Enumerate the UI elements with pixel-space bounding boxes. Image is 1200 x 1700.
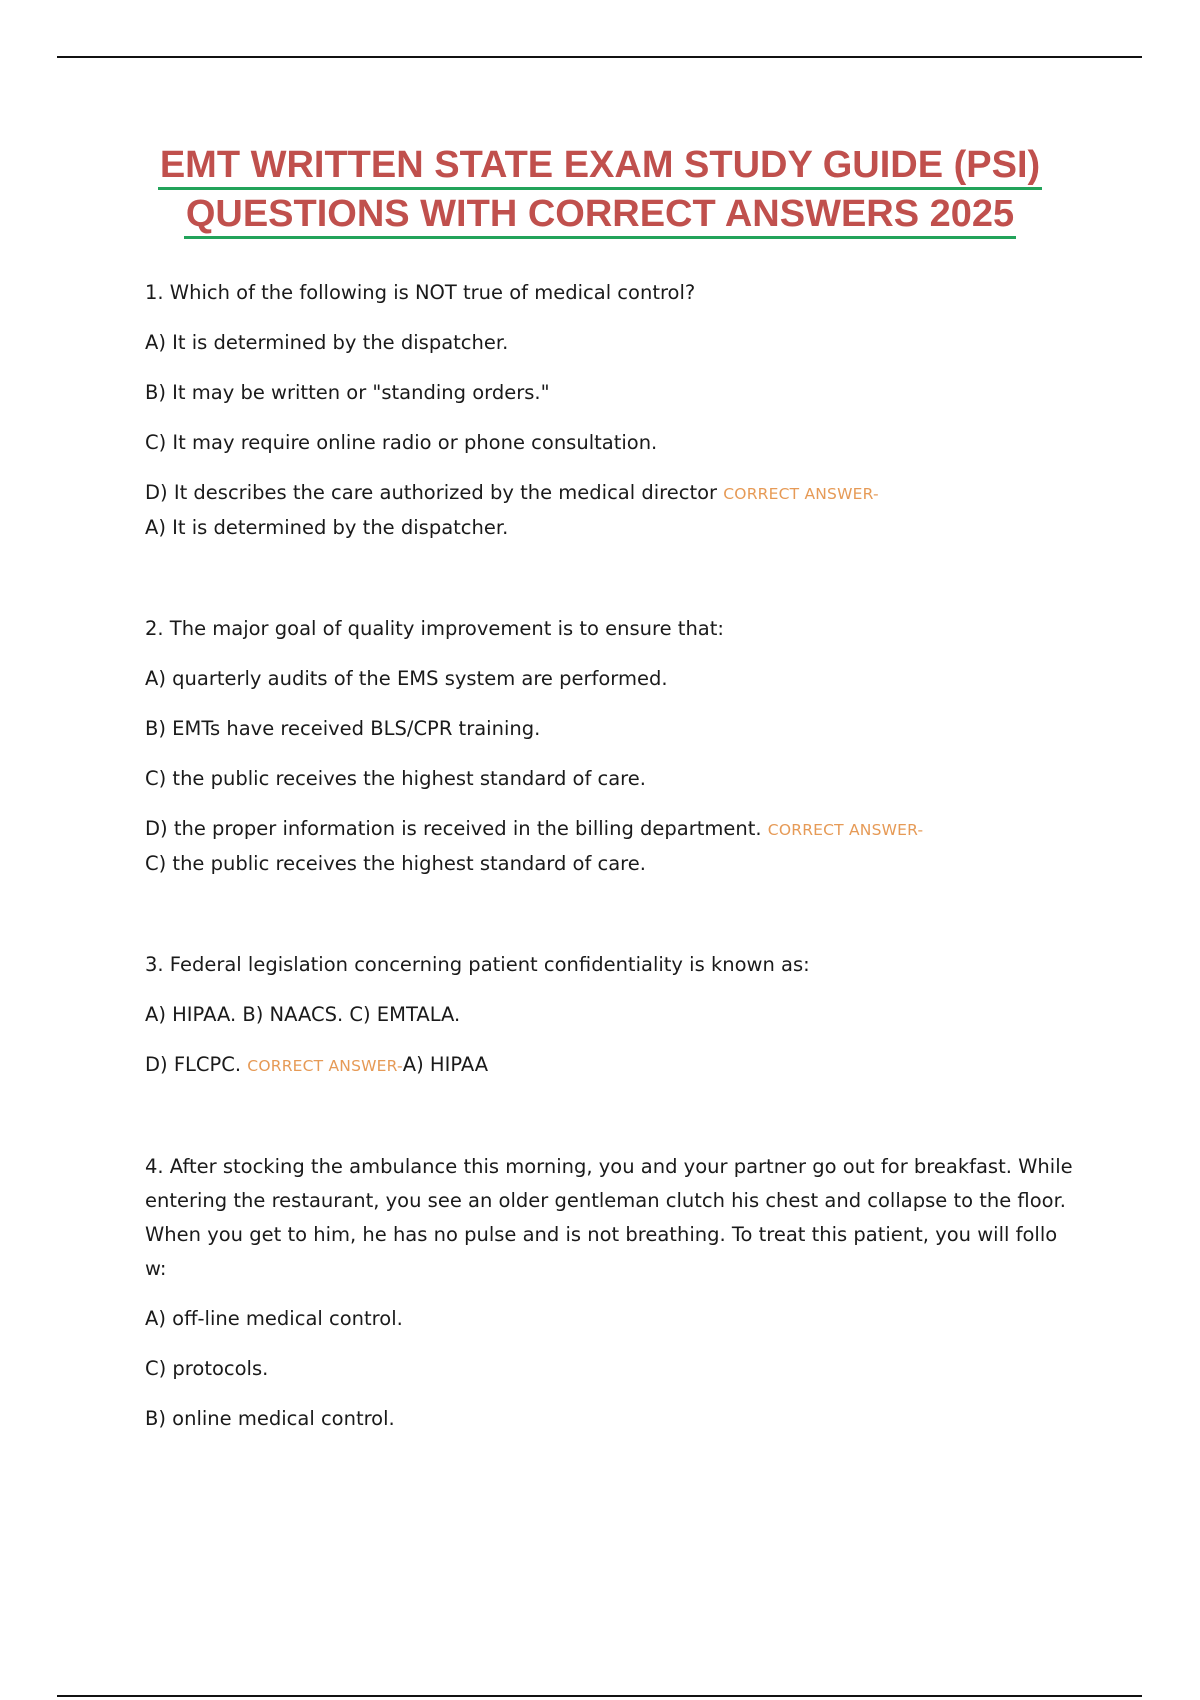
document-title xyxy=(0,143,1200,241)
question-text: 4. After stocking the ambulance this morning, you and your partner go out for breakfast. While entering the restaurant, you see an older gentleman clutch his chest and collapse to the floor. When you get to him, he has no pulse and is not breathing. To treat this patient, you will follow: xyxy=(145,1155,1073,1280)
option-d-line: D) the proper information is received in the billing department. CORRECT ANSWER- xyxy=(145,817,924,840)
option-c: C) protocols. xyxy=(145,1357,269,1380)
question-list xyxy=(145,276,1075,1436)
option-d: D) It describes the care authorized by the medical director xyxy=(145,481,718,504)
correct-answer-marker: CORRECT ANSWER xyxy=(247,1057,397,1075)
correct-answer-marker: CORRECT ANSWER xyxy=(767,821,918,839)
option-a: A) It is determined by the dispatcher. xyxy=(145,331,509,354)
correct-answer-text: C) the public receives the highest standard of care. xyxy=(145,852,646,875)
title-line-2: QUESTIONS WITH CORRECT ANSWERS 2025 xyxy=(184,192,1016,239)
option-b: B) It may be written or "standing orders." xyxy=(145,381,550,404)
footer-rule xyxy=(57,1695,1142,1697)
question-text: 3. Federal legislation concerning patient confidentiality is known as: xyxy=(145,953,810,976)
question-block-1 xyxy=(145,276,1075,545)
option-b: B) EMTs have received BLS/CPR training. xyxy=(145,717,541,740)
question-block-3 xyxy=(145,948,1075,1083)
question-block-2 xyxy=(145,612,1075,881)
option-c: C) It may require online radio or phone consultation. xyxy=(145,431,658,454)
correct-answer-text: A) It is determined by the dispatcher. xyxy=(145,516,509,539)
correct-answer-marker: CORRECT ANSWER xyxy=(723,485,873,503)
options-abc: A) HIPAA. B) NAACS. C) EMTALA. xyxy=(145,1003,461,1026)
header-rule xyxy=(57,56,1142,58)
option-a: A) quarterly audits of the EMS system are performed. xyxy=(145,667,668,690)
option-d-line: D) It describes the care authorized by the medical director CORRECT ANSWER- xyxy=(145,481,879,504)
question-block-4 xyxy=(145,1150,1075,1436)
question-text: 1. Which of the following is NOT true of medical control? xyxy=(145,281,696,304)
correct-answer-text: A) HIPAA xyxy=(402,1053,489,1076)
option-a: A) off-line medical control. xyxy=(145,1307,403,1330)
title-line-1: EMT WRITTEN STATE EXAM STUDY GUIDE (PSI) xyxy=(158,143,1042,190)
question-text: 2. The major goal of quality improvement is to ensure that: xyxy=(145,617,724,640)
option-b: B) online medical control. xyxy=(145,1407,395,1430)
option-d-line: D) FLCPC. CORRECT ANSWER-A) HIPAA xyxy=(145,1053,489,1076)
option-d: D) FLCPC. xyxy=(145,1053,242,1076)
option-c: C) the public receives the highest standard of care. xyxy=(145,767,646,790)
option-d: D) the proper information is received in the billing department. xyxy=(145,817,762,840)
